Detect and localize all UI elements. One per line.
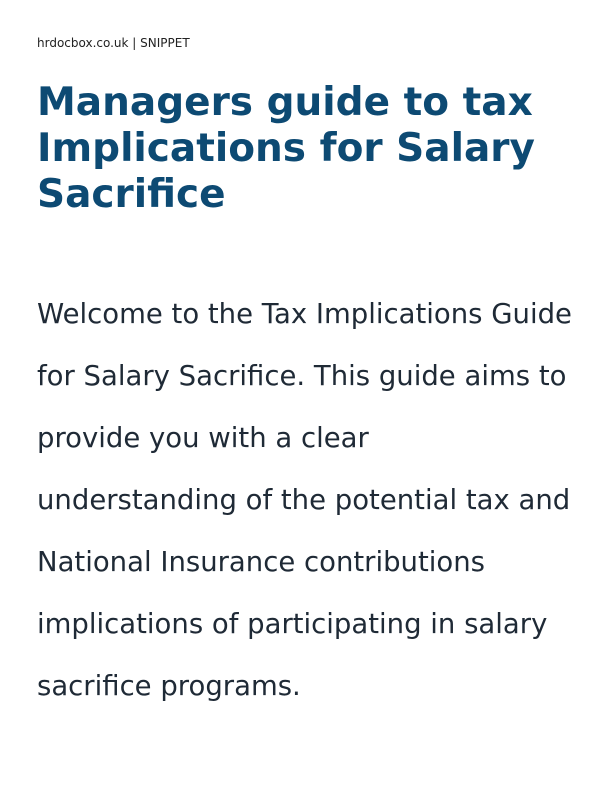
source-label: hrdocbox.co.uk | SNIPPET [37,36,190,50]
page-title: Managers guide to tax Implications for Salary Sacrifice [37,80,535,217]
intro-paragraph: Welcome to the Tax Implications Guide for Salary Sacrifice. This guide aims to provide you with a clear understanding of the potential tax and National Insurance contributions implications of participating in salary sacrifice programs. [37,298,572,702]
